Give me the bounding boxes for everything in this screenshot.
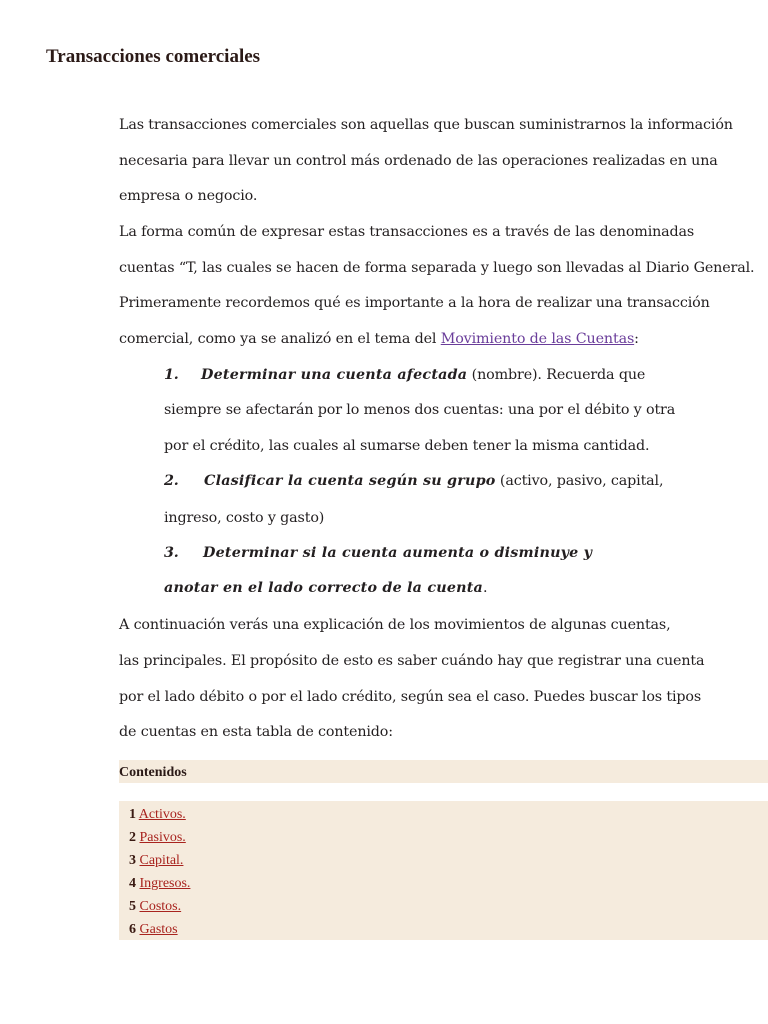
- paragraph-line: las principales. El propósito de esto es saber cuándo hay que registrar una cuenta: [119, 653, 705, 669]
- toc-number: 5: [129, 899, 136, 914]
- toc-link-ingresos[interactable]: Ingresos.: [139, 876, 191, 891]
- toc-item-gastos: [129, 922, 178, 938]
- paragraph-text: comercial, como ya se analizó en el tema del: [119, 331, 441, 347]
- step-2-heading: [164, 472, 663, 490]
- step-line: por el crédito, las cuales al sumarse deben tener la misma cantidad.: [164, 438, 650, 454]
- toc-number: 2: [129, 830, 136, 845]
- toc-link-gastos[interactable]: Gastos: [139, 922, 178, 937]
- step-number: 1.: [164, 367, 179, 383]
- page-title: Transacciones comerciales: [46, 46, 261, 67]
- toc-item-costos: [129, 899, 181, 915]
- paragraph-line: de cuentas en esta tabla de contenido:: [119, 724, 393, 740]
- toc-item-activos: [129, 807, 186, 823]
- toc-link-capital[interactable]: Capital.: [139, 853, 184, 868]
- toc-number: 6: [129, 922, 136, 937]
- paragraph-line: Las transacciones comerciales son aquellas que buscan suministrarnos la información: [119, 117, 733, 133]
- toc-link-pasivos[interactable]: Pasivos.: [139, 830, 186, 845]
- paragraph-line: necesaria para llevar un control más ordenado de las operaciones realizadas en una: [119, 153, 718, 169]
- step-text: (activo, pasivo, capital,: [495, 473, 664, 489]
- step-title: Clasificar la cuenta según su grupo: [204, 473, 496, 489]
- paragraph-line: por el lado débito o por el lado crédito, según sea el caso. Puedes buscar los tipos: [119, 689, 702, 705]
- step-text: (nombre). Recuerda que: [467, 367, 646, 383]
- step-title: Determinar una cuenta afectada: [201, 367, 468, 383]
- toc-link-costos[interactable]: Costos.: [139, 899, 182, 914]
- toc-list: [119, 801, 768, 940]
- step-1-heading: [164, 366, 645, 384]
- step-title: anotar en el lado correcto de la cuenta: [164, 580, 483, 596]
- paragraph-line: Primeramente recordemos qué es importante a la hora de realizar una transacción: [119, 295, 710, 311]
- toc-heading: Contenidos: [119, 765, 187, 780]
- toc-item-capital: [129, 853, 183, 869]
- paragraph-line: A continuación verás una explicación de los movimientos de algunas cuentas,: [119, 617, 671, 633]
- paragraph-line: [119, 330, 639, 348]
- step-3-heading: [164, 544, 592, 562]
- step-number: 2.: [164, 473, 179, 489]
- step-title: Determinar si la cuenta aumenta o disminuye y: [203, 545, 593, 561]
- paragraph-line: empresa o negocio.: [119, 188, 258, 204]
- toc-item-ingresos: [129, 876, 190, 892]
- movimiento-cuentas-link[interactable]: Movimiento de las Cuentas: [440, 331, 635, 347]
- toc-item-pasivos: [129, 830, 186, 846]
- step-line: siempre se afectarán por lo menos dos cuentas: una por el débito y otra: [164, 402, 676, 418]
- toc-header: [119, 760, 768, 783]
- step-line: ingreso, costo y gasto): [164, 510, 325, 526]
- toc-number: 4: [129, 876, 136, 891]
- toc-number: 1: [129, 807, 136, 822]
- paragraph-line: cuentas “T, las cuales se hacen de forma separada y luego son llevadas al Diario General.: [119, 260, 755, 276]
- step-text: .: [482, 580, 488, 596]
- toc-number: 3: [129, 853, 136, 868]
- toc-link-activos[interactable]: Activos.: [138, 807, 186, 822]
- step-line: [164, 579, 487, 597]
- paragraph-text: :: [634, 331, 639, 347]
- step-number: 3.: [164, 545, 179, 561]
- paragraph-line: La forma común de expresar estas transacciones es a través de las denominadas: [119, 224, 695, 240]
